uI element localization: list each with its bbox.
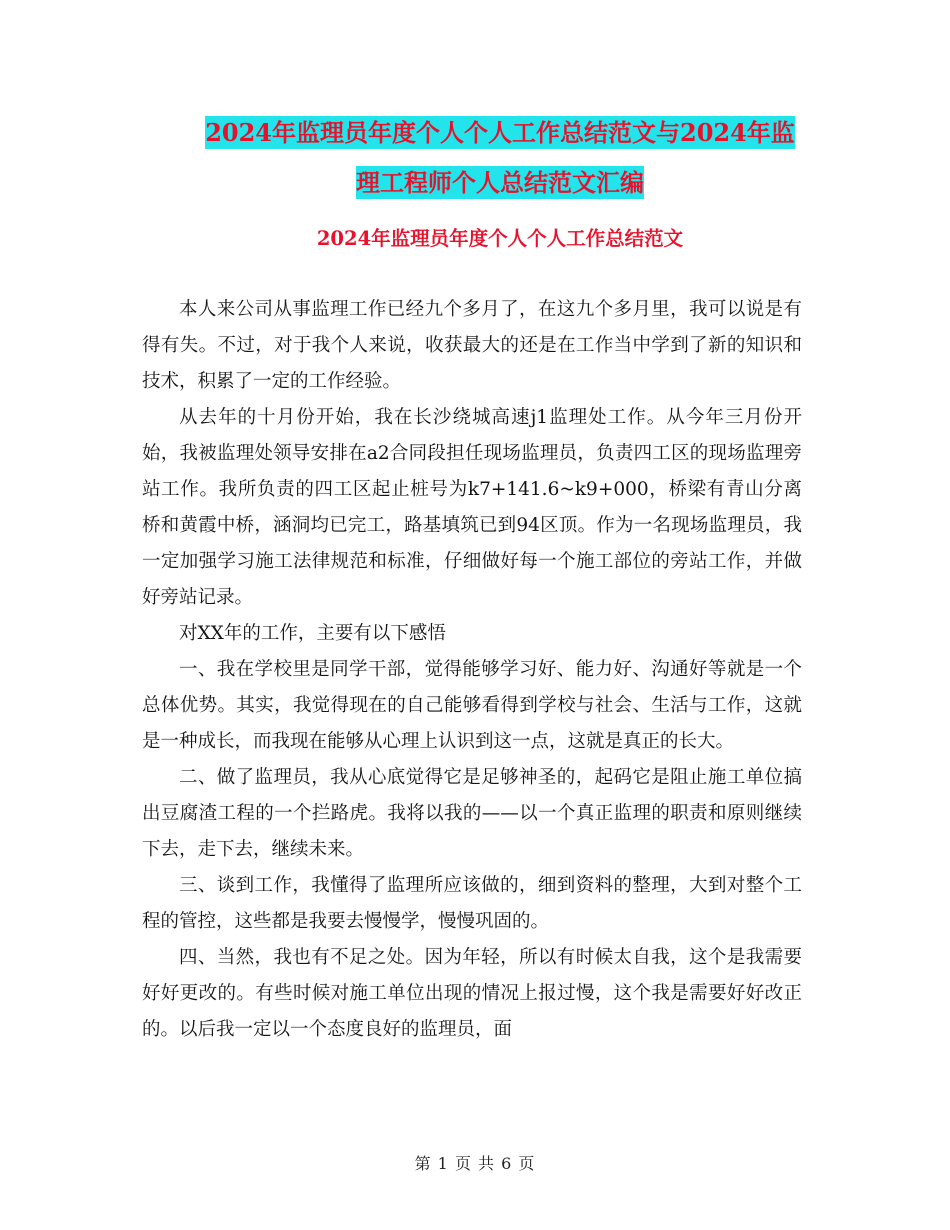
paragraph-insight-3: 三、谈到工作，我懂得了监理所应该做的，细到资料的整理，大到对整个工程的管控，这些都是我要去慢慢学，慢慢巩固的。	[142, 875, 802, 932]
paragraph-intro: 本人来公司从事监理工作已经九个多月了，在这九个多月里，我可以说是有得有失。不过，对于我个人来说，收获最大的还是在工作当中学到了新的知识和技术，积累了一定的工作经验。	[142, 299, 802, 392]
paragraph-insights-heading: 对XX年的工作，主要有以下感悟	[179, 623, 446, 644]
paragraph-insight-1: 一、我在学校里是同学干部，觉得能够学习好、能力好、沟通好等就是一个总体优势。其实，我觉得现在的自己能够看得到学校与社会、生活与工作，这就是一种成长，而我现在能够从心理上认识到这一点，这就是真正的长大。	[142, 659, 802, 752]
document-title-line-2: 理工程师个人总结范文汇编	[356, 168, 644, 197]
page-number-footer: 第 1 页 共 6 页	[414, 1154, 536, 1173]
paragraph-insight-2: 二、做了监理员，我从心底觉得它是足够神圣的，起码它是阻止施工单位搞出豆腐渣工程的一个拦路虎。我将以我的——以一个真正监理的职责和原则继续下去，走下去，继续未来。	[142, 767, 802, 860]
paragraph-work-history: 从去年的十月份开始，我在长沙绕城高速j1监理处工作。从今年三月份开始，我被监理处领导安排在a2合同段担任现场监理员，负责四工区的现场监理旁站工作。我所负责的四工区起止桩号为k7+141.6~k9+000，桥梁有青山分离桥和黄霞中桥，涵洞均已完工，路基填筑已到94区顶。作为一名现场监理员，我一定加强学习施工法律规范和标准，仔细做好每一个施工部位的旁站工作，并做好旁站记录。	[142, 407, 802, 608]
paragraph-insight-4: 四、当然，我也有不足之处。因为年轻，所以有时候太自我，这个是我需要好好更改的。有些时候对施工单位出现的情况上报过慢，这个我是需要好好改正的。以后我一定以一个态度良好的监理员，面	[142, 947, 802, 1040]
section-title: 2024年监理员年度个人个人工作总结范文	[316, 227, 684, 250]
document-body	[142, 292, 802, 1048]
document-title	[140, 108, 860, 208]
document-title-line-1: 2024年监理员年度个人个人工作总结范文与2024年监	[205, 118, 795, 147]
